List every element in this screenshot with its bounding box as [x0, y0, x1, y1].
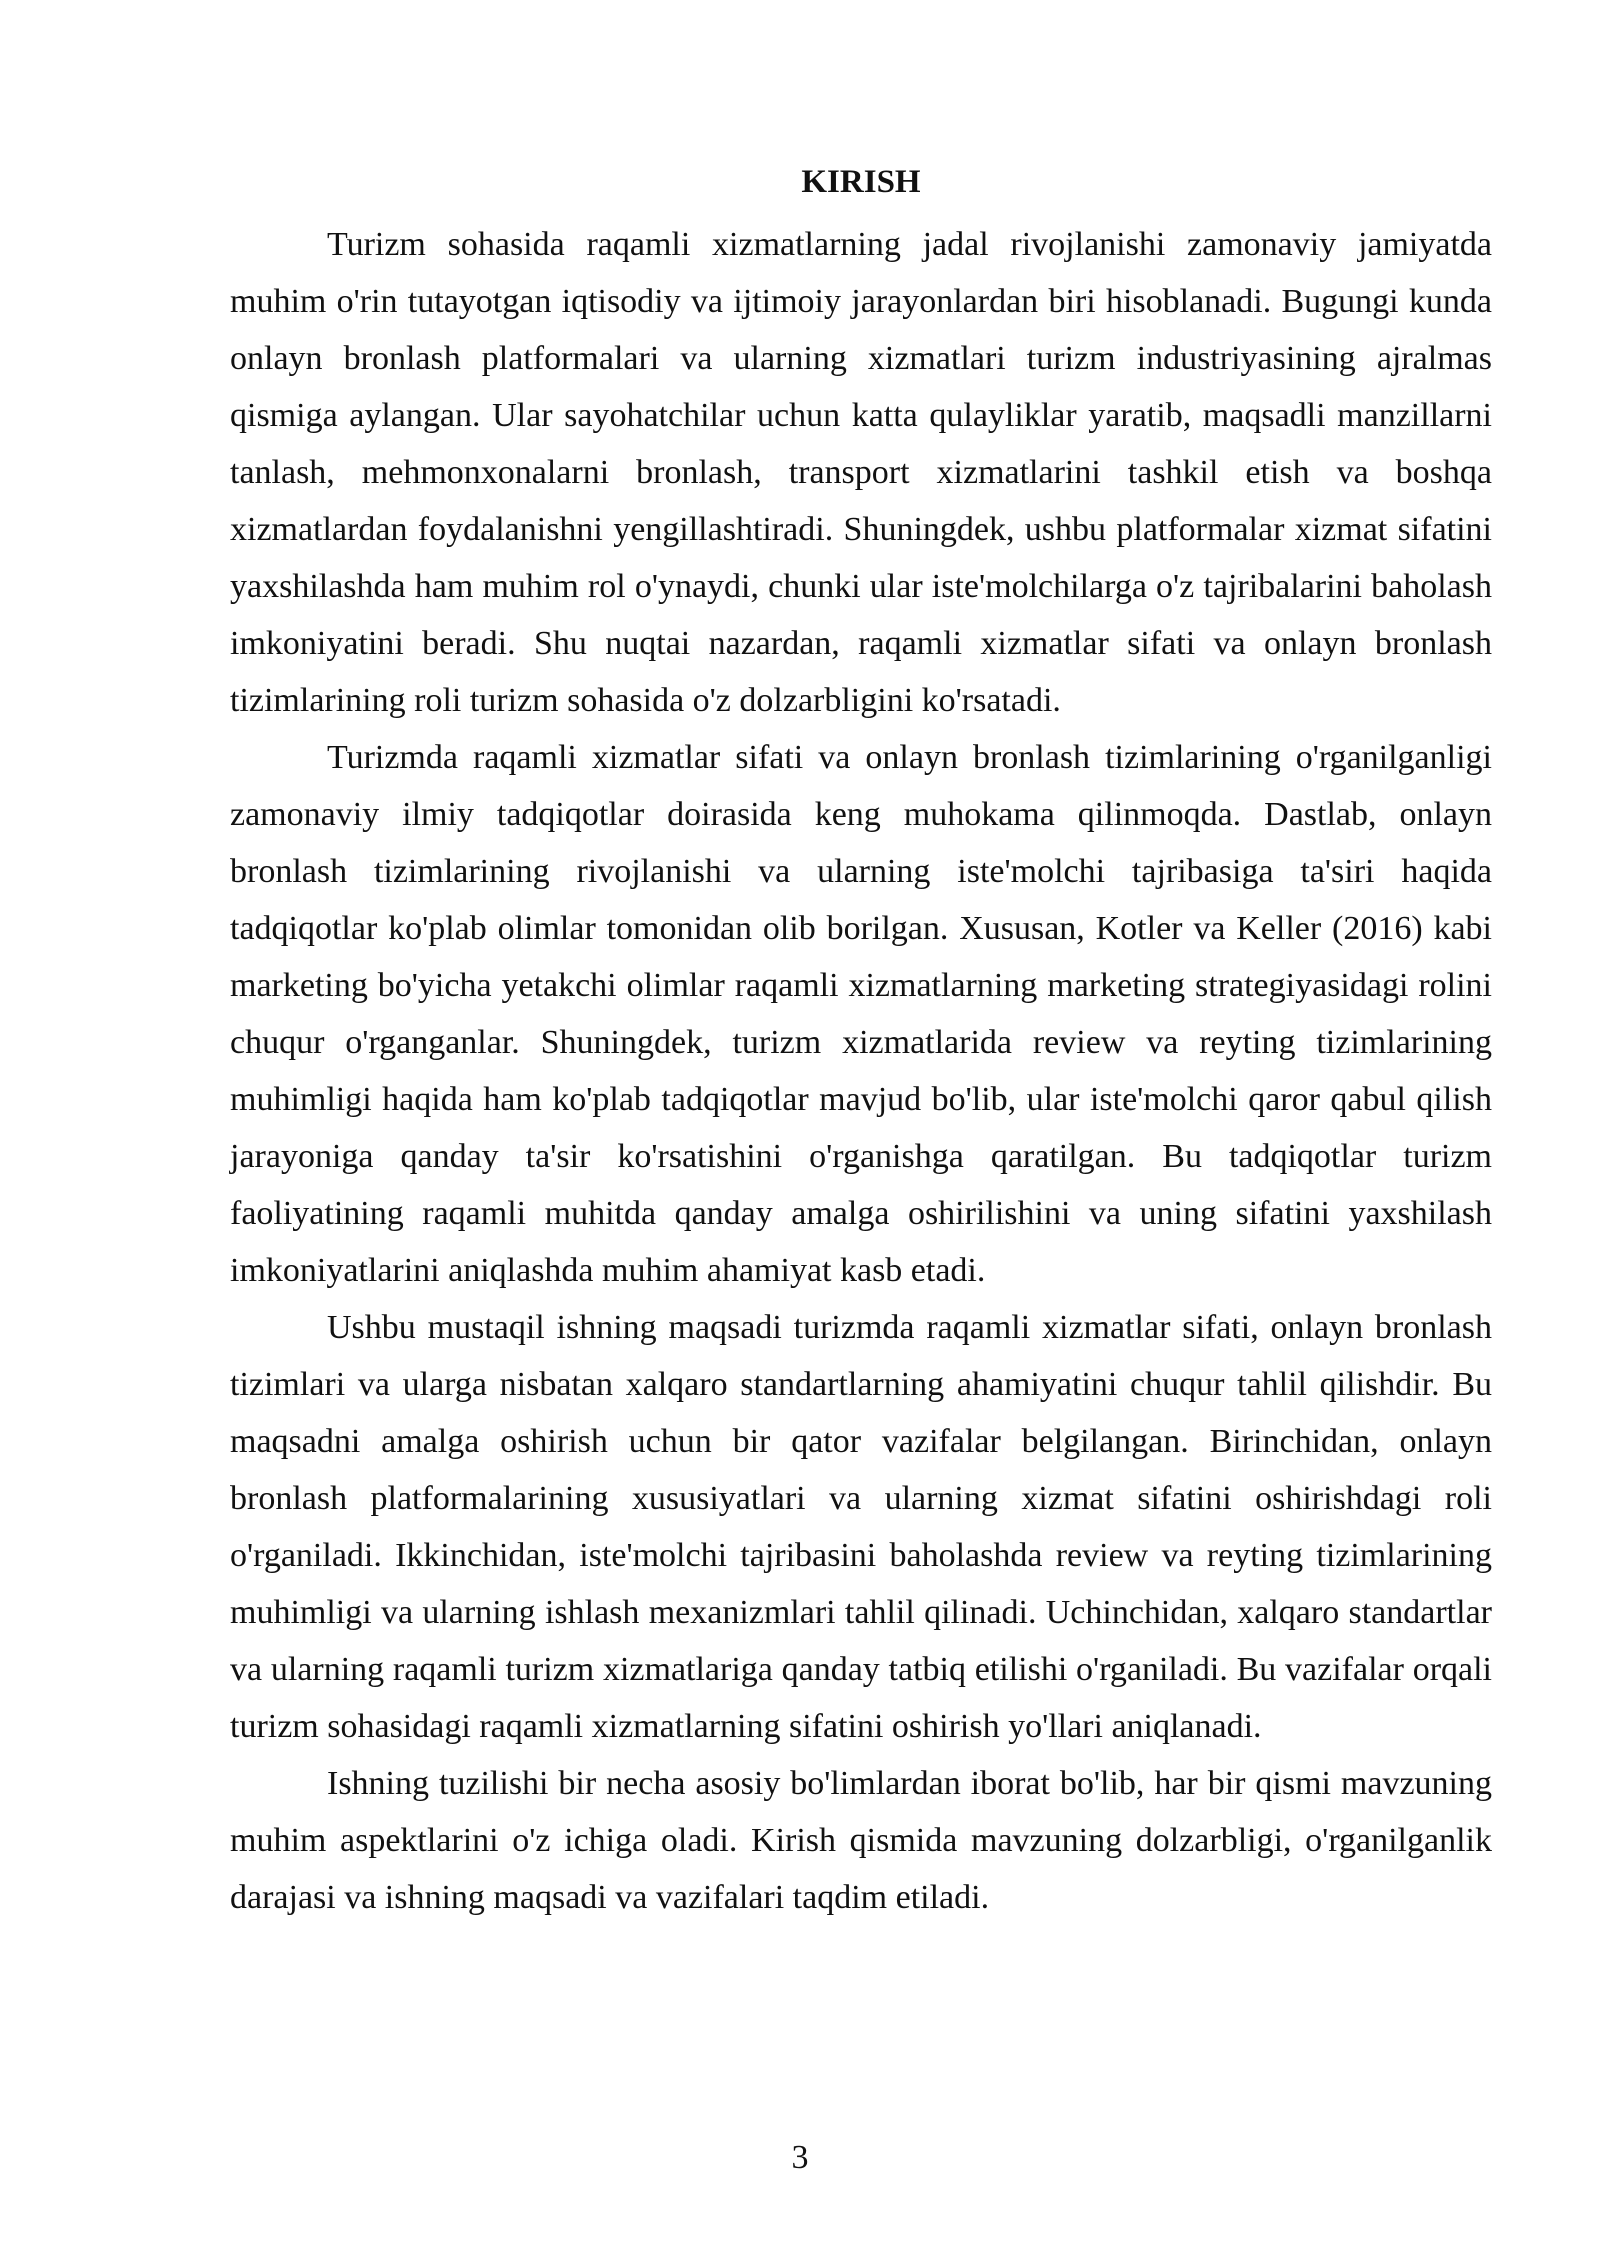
paragraph-2: Turizmda raqamli xizmatlar sifati va onlayn bronlash tizimlarining o'rganilganligi zamonaviy ilmiy tadqiqotlar doirasida keng muhokama qilinmoqda. Dastlab, onlayn bronlash tizimlarining rivojlanishi va ularning iste'molchi tajribasiga ta'siri haqida tadqiqotlar ko'plab olimlar tomonidan olib borilgan. Xususan, Kotler va Keller (2016) kabi marketing bo'yicha yetakchi olimlar raqamli xizmatlarning marketing strategiyasidagi rolini chuqur o'rganganlar. Shuningdek, turizm xizmatlarida review va reyting tizimlarining muhimligi haqida ham ko'plab tadqiqotlar mavjud bo'lib, ular iste'molchi qaror qabul qilish jarayoniga qanday ta'sir ko'rsatishini o'rganishga qaratilgan. Bu tadqiqotlar turizm faoliyatining raqamli muhitda qanday amalga oshirilishini va uning sifatini yaxshilash imkoniyatlarini aniqlashda muhim ahamiyat kasb etadi. — [230, 739, 1492, 1289]
paragraph-3: Ushbu mustaqil ishning maqsadi turizmda raqamli xizmatlar sifati, onlayn bronlash tizimlari va ularga nisbatan xalqaro standartlarning ahamiyatini chuqur tahlil qilishdir. Bu maqsadni amalga oshirish uchun bir qator vazifalar belgilangan. Birinchidan, onlayn bronlash platformalarining xususiyatlari va ularning xizmat sifatini oshirishdagi roli o'rganiladi. Ikkinchidan, iste'molchi tajribasini baholashda review va reyting tizimlarining muhimligi va ularning ishlash mexanizmlari tahlil qilinadi. Uchinchidan, xalqaro standartlar va ularning raqamli turizm xizmatlariga qanday tatbiq etilishi o'rganiladi. Bu vazifalar orqali turizm sohasidagi raqamli xizmatlarning sifatini oshirish yo'llari aniqlanadi. — [230, 1309, 1492, 1745]
section-heading: KIRISH — [801, 164, 921, 200]
paragraph-1: Turizm sohasida raqamli xizmatlarning jadal rivojlanishi zamonaviy jamiyatda muhim o'rin tutayotgan iqtisodiy va ijtimoiy jarayonlardan biri hisoblanadi. Bugungi kunda onlayn bronlash platformalari va ularning xizmatlari turizm industriyasining ajralmas qismiga aylangan. Ular sayohatchilar uchun katta qulayliklar yaratib, maqsadli manzillarni tanlash, mehmonxonalarni bronlash, transport xizmatlarini tashkil etish va boshqa xizmatlardan foydalanishni yengillashtiradi. Shuningdek, ushbu platformalar xizmat sifatini yaxshilashda ham muhim rol o'ynaydi, chunki ular iste'molchilarga o'z tajribalarini baholash imkoniyatini beradi. Shu nuqtai nazardan, raqamli xizmatlar sifati va onlayn bronlash tizimlarining roli turizm sohasida o'z dolzarbligini ko'rsatadi. — [230, 226, 1492, 719]
page-number: 3 — [791, 2139, 809, 2176]
page-content — [230, 162, 1492, 1926]
paragraph-4: Ishning tuzilishi bir necha asosiy bo'limlardan iborat bo'lib, har bir qismi mavzuning muhim aspektlarini o'z ichiga oladi. Kirish qismida mavzuning dolzarbligi, o'rganilganlik darajasi va ishning maqsadi va vazifalari taqdim etiladi. — [230, 1765, 1492, 1916]
